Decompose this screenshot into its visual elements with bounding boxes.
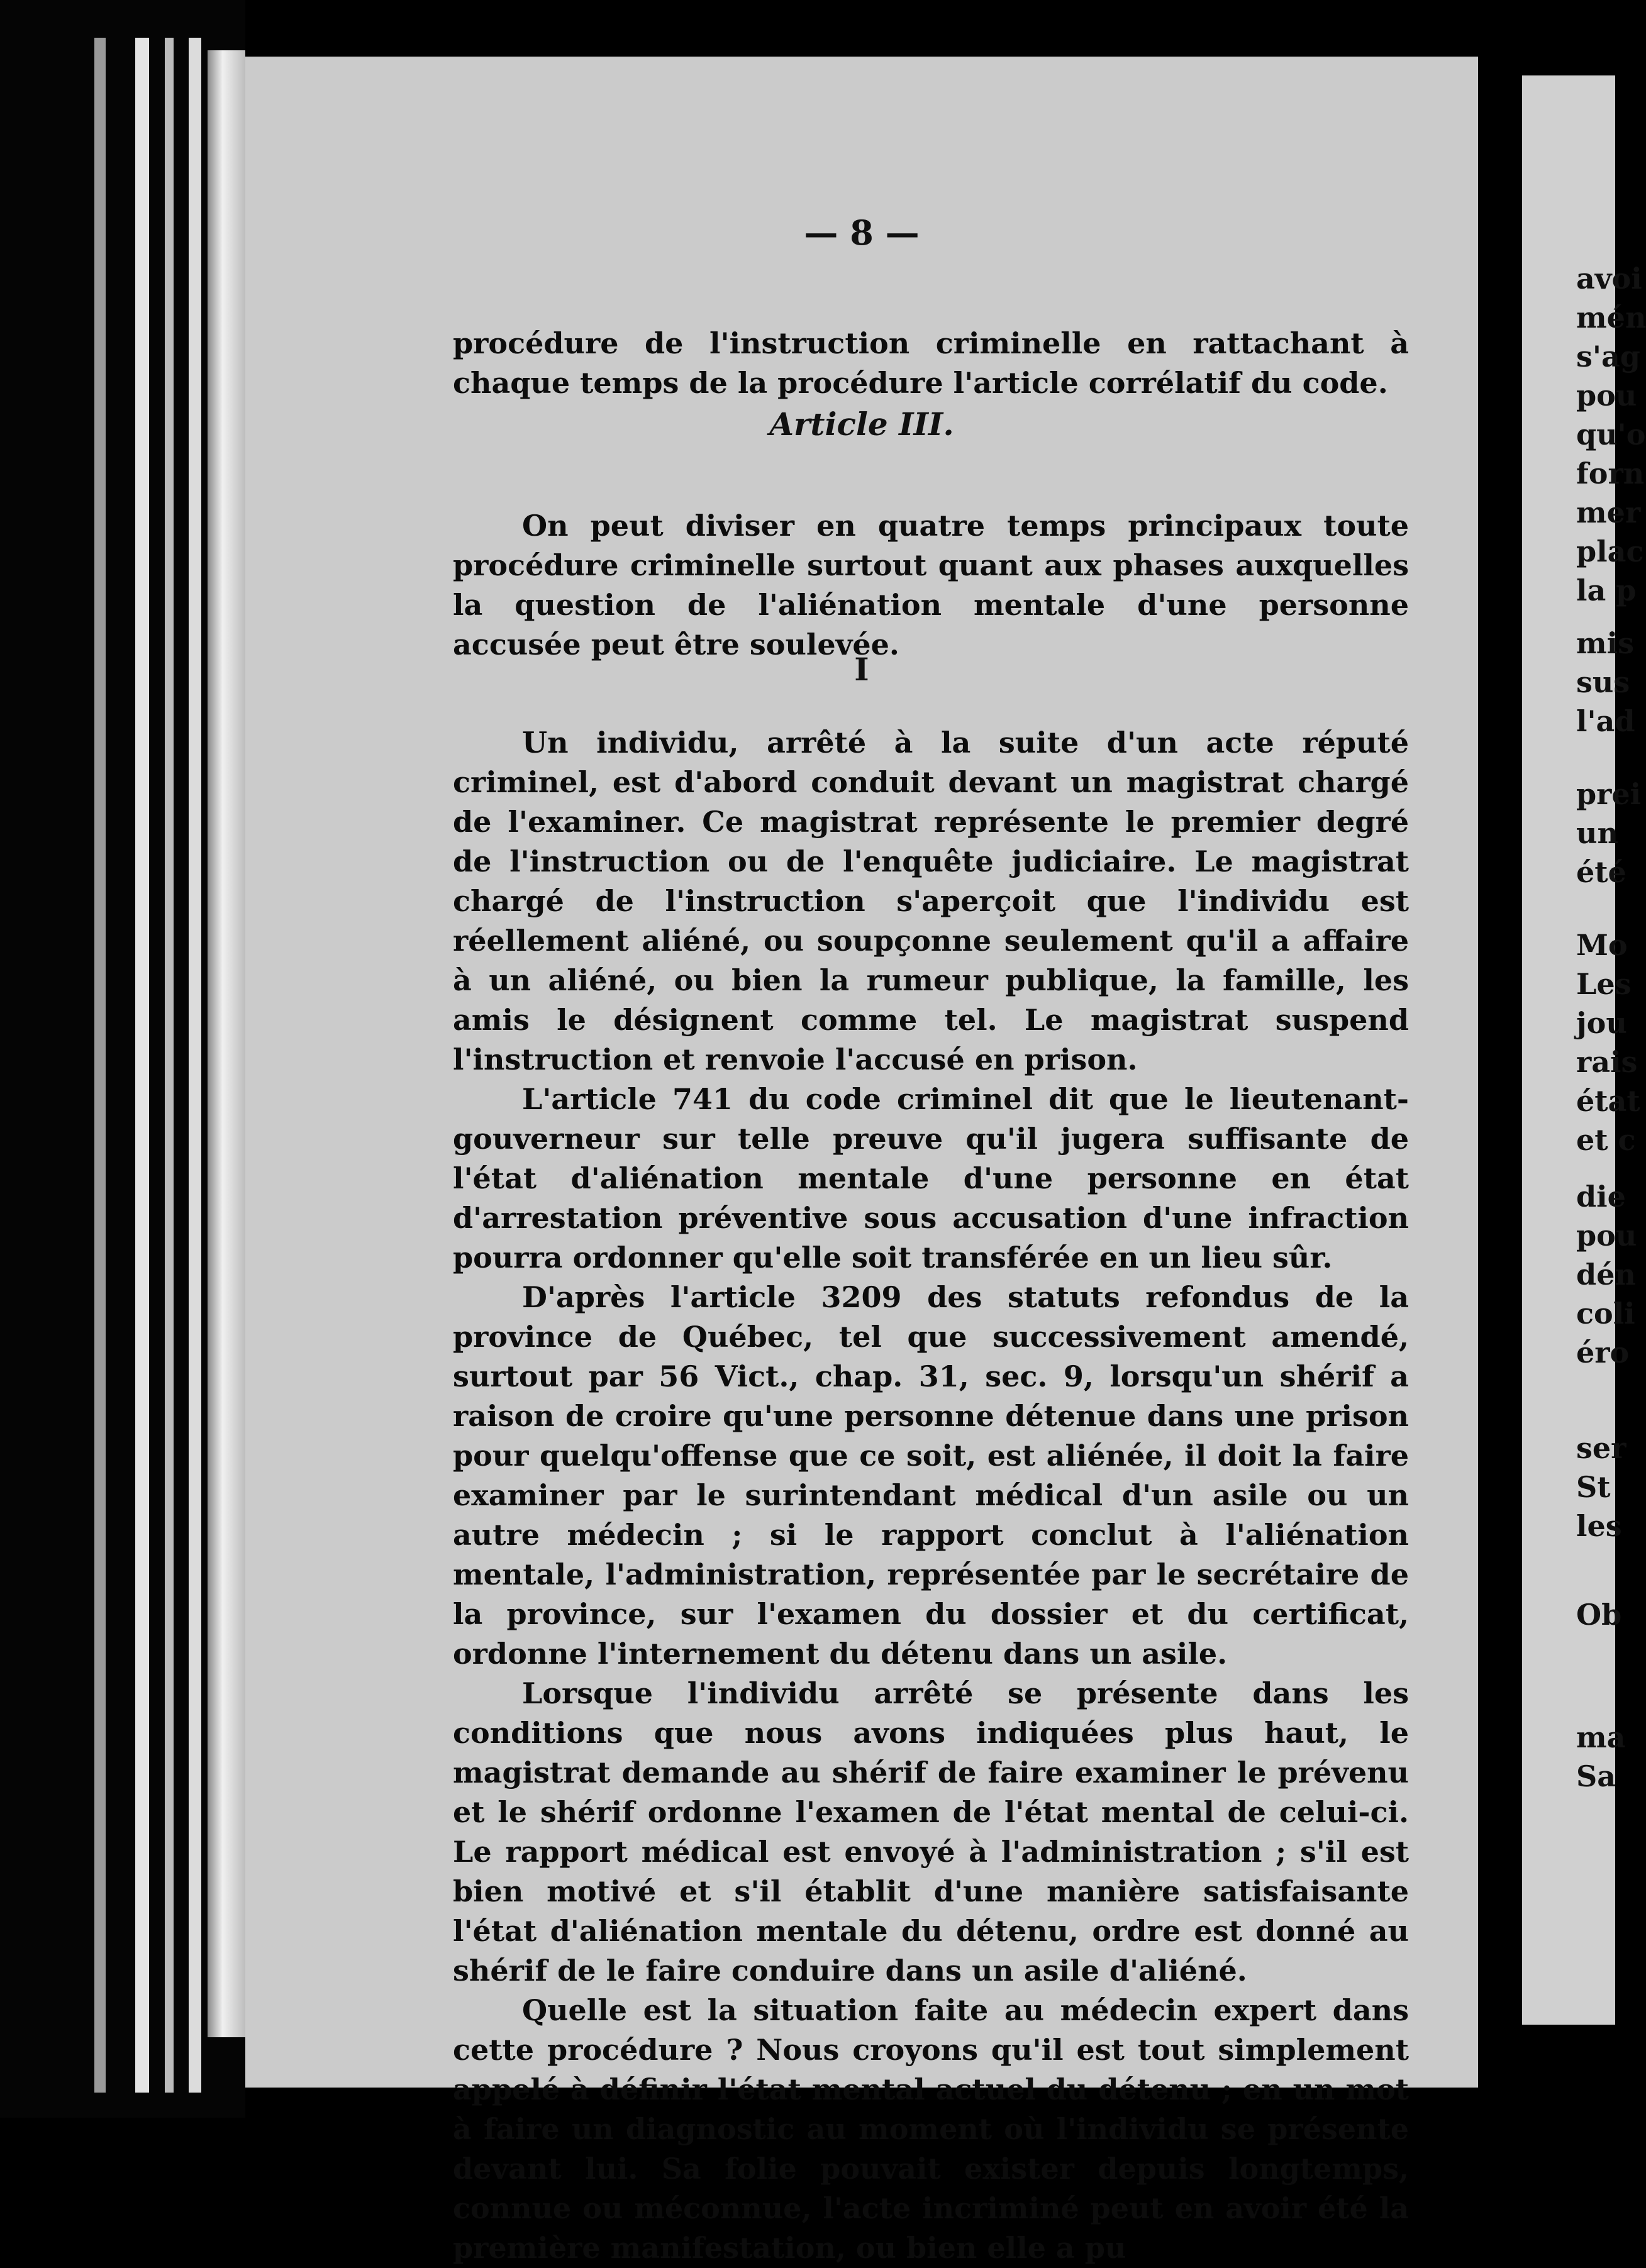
facing-page-line: ma bbox=[1576, 1720, 1626, 1754]
facing-page-line: sus bbox=[1576, 665, 1630, 699]
facing-page-line: rais bbox=[1576, 1045, 1638, 1079]
facing-page-line: avoi bbox=[1576, 262, 1642, 296]
page-number: — 8 — bbox=[804, 213, 920, 253]
facing-page-fragment bbox=[1522, 75, 1646, 2025]
facing-page-line: die bbox=[1576, 1180, 1626, 1214]
intro-paragraph: procédure de l'instruction criminelle en rattachant à chaque temps de la procédure l'article corrélatif du code. bbox=[453, 326, 1409, 400]
body-text bbox=[453, 723, 1409, 2268]
facing-page-line: été bbox=[1576, 855, 1627, 889]
facing-page-line: forn bbox=[1576, 456, 1645, 490]
facing-page-line: ser bbox=[1576, 1431, 1627, 1465]
page-edge bbox=[208, 50, 245, 2037]
facing-page-line: prei bbox=[1576, 777, 1642, 811]
body-paragraph: Quelle est la situation faite au médecin expert dans cette procédure ? Nous croyons qu'il est tout simplement appelé à définir l'état mental actuel du détenu ; en un mot à faire un diagnostic au moment où l'individu se présente devant lui. Sa folie pouvait exister depuis longtemps, connue ou méconnue, l'acte incriminé peut en avoir été la première manifestation, ou bien elle a pu bbox=[453, 1993, 1409, 2265]
facing-page-line: s'ag bbox=[1576, 340, 1640, 373]
facing-page-line: qu'o bbox=[1576, 418, 1646, 451]
facing-page-line: Mo bbox=[1576, 928, 1628, 962]
division-paragraph: On peut diviser en quatre temps principaux toute procédure criminelle surtout quant aux phases auxquelles la question de l'aliénation mentale d'une personne accusée peut être soulevée. bbox=[453, 509, 1409, 661]
facing-page-line: Les bbox=[1576, 967, 1632, 1001]
book-page bbox=[245, 57, 1478, 2265]
section-numeral: I bbox=[854, 651, 869, 688]
facing-page-line: mis bbox=[1576, 626, 1635, 660]
facing-page-line: les bbox=[1576, 1509, 1622, 1543]
facing-page-line: mer bbox=[1576, 495, 1641, 529]
facing-page-line: et c bbox=[1576, 1123, 1636, 1157]
body-paragraph: Un individu, arrêté à la suite d'un acte réputé criminel, est d'abord conduit devant un magistrat chargé de l'examiner. Ce magistrat représente le premier degré de l'instruction ou de l'enquête judiciaire. Le magistrat chargé de l'instruction s'aperçoit que l'individu est réellement aliéné, ou soupçonne seulement qu'il a affaire à un aliéné, ou bien la rumeur publique, la famille, les amis le désignent comme tel. Le magistrat suspend l'instruction et renvoie l'accusé en prison. bbox=[453, 726, 1409, 1076]
binding-stripe bbox=[94, 38, 106, 2093]
binding-stripe bbox=[165, 38, 174, 2093]
facing-page-line: l'ad bbox=[1576, 704, 1635, 738]
facing-page-line: coli bbox=[1576, 1297, 1635, 1330]
facing-page-line: dén bbox=[1576, 1258, 1636, 1292]
facing-page-line: éro bbox=[1576, 1336, 1630, 1369]
facing-page-line: jou bbox=[1576, 1006, 1627, 1040]
article-heading: Article III. bbox=[769, 406, 954, 443]
facing-page-line: la p bbox=[1576, 573, 1637, 607]
body-paragraph: Lorsque l'individu arrêté se présente dans les conditions que nous avons indiquées plus haut, le magistrat demande au shérif de faire examiner le prévenu et le shérif ordonne l'examen de l'état mental de celui-ci. Le rapport médical est envoyé à l'administration ; s'il est bien motivé et s'il établit d'une manière satisfaisante l'état d'aliénation mentale du détenu, ordre est donné au shérif de le faire conduire dans un asile d'aliéné. bbox=[453, 1676, 1409, 1988]
binding-stripe bbox=[189, 38, 201, 2093]
binding-stripe bbox=[135, 38, 149, 2093]
facing-page-line: pou bbox=[1576, 1219, 1637, 1253]
intro-paragraph-block bbox=[453, 324, 1409, 403]
facing-page-line: plac bbox=[1576, 534, 1644, 568]
facing-page-line: mén bbox=[1576, 301, 1646, 335]
facing-page-line: pou bbox=[1576, 379, 1637, 412]
facing-page-line: état bbox=[1576, 1084, 1640, 1118]
body-paragraph: D'après l'article 3209 des statuts refondus de la province de Québec, tel que successivement amendé, surtout par 56 Vict., chap. 31, sec. 9, lorsqu'un shérif a raison de croire qu'une personne détenue dans une prison pour quelqu'offense que ce soit, est aliénée, il doit la faire examiner par le surintendant médical d'un asile ou un autre médecin ; si le rapport conclut à l'aliénation mentale, l'administration, représentée par le secrétaire de la province, sur l'examen du dossier et du certificat, ordonne l'internement du détenu dans un asile. bbox=[453, 1280, 1409, 1671]
body-paragraph: L'article 741 du code criminel dit que le lieutenant-gouverneur sur telle preuve qu'il jugera suffisante de l'état d'aliénation mentale d'une personne en état d'arrestation préventive sous accusation d'une infraction pourra ordonner qu'elle soit transférée en un lieu sûr. bbox=[453, 1082, 1409, 1275]
facing-page-line: Sa bbox=[1576, 1759, 1616, 1793]
facing-page-line: un bbox=[1576, 816, 1618, 850]
facing-page-line: Ob bbox=[1576, 1598, 1622, 1632]
division-paragraph-block bbox=[453, 506, 1409, 665]
facing-page-line: St bbox=[1576, 1470, 1611, 1504]
